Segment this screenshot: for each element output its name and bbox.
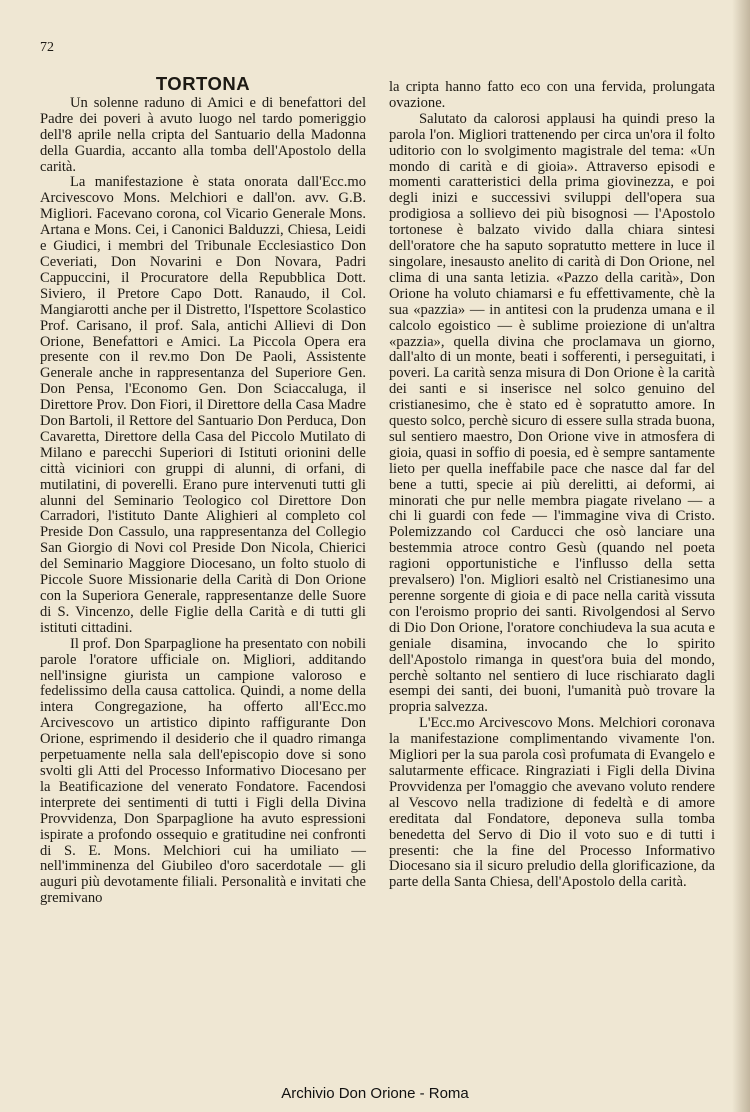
left-column [40, 73, 366, 907]
page-edge-shadow [732, 0, 750, 1112]
page-number: 72 [40, 40, 54, 55]
paragraph: La manifestazione è stata onorata dall'Ecc.mo Arcivescovo Mons. Melchiori e dall'on. avv. G.B. Migliori. Facevano corona, col Vicario Generale Mons. Artana e Mons. Cei, i Canonici Balduzzi, Chiesa, Leidi e Giudici, i membri del Tribunale Ecclesiastico Don Ceveriati, Don Novarini e Don Novara, Padri Cappuccini, il Procuratore della Repubblica Dott. Siviero, il Pretore Capo Dott. Ranaudo, il Col. Mangiarotti anche per il Distretto, l'Ispettore Scolastico Prof. Carisano, il prof. Sala, antichi Allievi di Don Orione, Benefattori e Amici. La Piccola Opera era presente con il rev.mo Don De Paoli, Assistente Generale anche in rappresentanza del Superiore Gen. Don Pensa, l'Economo Gen. Don Sciaccaluga, il Direttore Prov. Don Fiori, il Direttore della Casa Madre Don Bartoli, il Rettore del Santuario Don Perduca, Don Cavaretta, Direttore della Casa del Piccolo Mutilato di Milano e parecchi Superiori di Istituti orionini delle città viciniori con gruppi di alunni, di orfani, di mutilatini, di poverelli. Erano pure intervenuti tutti gli alunni del Seminario Teologico col Direttore Don Carradori, l'istituto Dante Alighieri al completo col Preside Don Cassulo, una rappresentanza del Collegio San Giorgio di Novi col Preside Don Nicola, Chierici del Seminario Maggiore Diocesano, un folto stuolo di Piccole Suore Missionarie della Carità di Don Orione con la Superiora Generale, rappresentanze delle Suore di S. Vincenzo, delle Figlie della Carità e di tutti gli istituti cittadini. [40, 174, 366, 636]
paragraph: la cripta hanno fatto eco con una fervida, prolungata ovazione. [389, 79, 715, 111]
article-title: TORTONA [155, 73, 251, 94]
paragraph: Salutato da calorosi applausi ha quindi preso la parola l'on. Migliori trattenendo per circa un'ora il folto uditorio con lo svolgimento magistrale del tema: «Un mondo di carità e di gioia». Attraverso episodi e momenti caratteristici della prima giovinezza, e poi degli inizi e successivi sviluppi dell'opera sua prodigiosa a sollievo dei più bisognosi — l'Apostolo tortonese è balzato vivido dalla chiara sintesi dell'oratore che ha saputo sopratutto mettere in luce il singolare, inesausto anelito di carità di Don Orione, nel clima di una santa letizia. «Pazzo della carità», Don Orione ha voluto chiamarsi e fu effettivamente, chè la sua «pazzia» — in antitesi con la prudenza umana e il calcolo egoistico — è sublime proiezione di un'altra «pazzia», quella divina che proclamava un giorno, dall'alto di un monte, beati i sofferenti, i perseguitati, i poveri. La carità senza misura di Don Orione è la carità dei santi e si inserisce nel solco genuino del cristianesimo, che è stato ed è sopratutto amore. In questo solco, perchè sicuro di essere sulla strada buona, sul sentiero maestro, Don Orione vive in atmosfera di gioia, quasi in soffio di poesia, ed è sempre santamente lieto per quella ineffabile pace che nasce dal far del bene a tutti, specie ai più derelitti, ai deformi, ai minorati che pur nelle membra piagate rivelano — a chi li guardi con fede — l'immagine viva di Cristo. Polemizzando col Carducci che osò lanciare una bestemmia atroce contro Gesù (quando nel poeta ragioni opportunistiche e l'influsso della setta prevalsero) l'on. Migliori esaltò nel Cristianesimo una perenne sorgente di gioia e di pace nella carità vissuta con l'eroismo proprio dei santi. Rivolgendosi al Servo di Dio Don Orione, l'oratore conchiudeva la sua acuta e geniale disamina, invocando che lo spirito dell'Apostolo rimanga in quest'ora buia del mondo, perchè soltanto nel sentiero di luce rischiarato dagli esempi dei santi, dei buoni, l'umanità può trovare la propria salvezza. [389, 110, 715, 716]
paragraph: Il prof. Don Sparpaglione ha presentato con nobili parole l'oratore ufficiale on. Migliori, additando nell'insigne giurista un campione valoroso e fedelissimo della causa cattolica. Quindi, a nome della intera Congregazione, ha offerto all'Ecc.mo Arcivescovo un artistico dipinto raffigurante Don Orione, esprimendo il desiderio che il quadro rimanga perpetuamente nella sala dell'episcopio dove si sono svolti gli Atti del Processo Informativo Diocesano per la Beatificazione del venerato Fondatore. Facendosi interprete dei sentimenti di tutti i Figli della Divina Provvidenza, Don Sparpaglione ha avuto espressioni ispirate a profondo ossequio e gratitudine nei confronti di S. E. Mons. Melchiori cui ha umiliato — nell'imminenza del Giubileo d'oro sacerdotale — gli auguri più devotamente filiali. Personalità e invitati che gremivano [40, 635, 366, 907]
paragraph: Un solenne raduno di Amici e di benefattori del Padre dei poveri à avuto luogo nel tardo pomeriggio dell'8 aprile nella cripta del Santuario della Madonna della Guardia, accanto alla tomba dell'Apostolo della carità. [40, 94, 366, 175]
right-column [389, 80, 715, 891]
paragraph: L'Ecc.mo Arcivescovo Mons. Melchiori coronava la manifestazione complimentando vivamente l'on. Migliori per la sua parola così profumata di Evangelo e salutarmente efficace. Ringraziati i Figli della Divina Provvidenza per l'omaggio che avevano voluto rendere al Vescovo nella tradizione di fedeltà e di amore ereditata dal Fondatore, deponeva sulla tomba benedetta del Servo di Dio il voto suo e di tutti i presenti: che la fine del Processo Informativo Diocesano sia il sicuro preludio della glorificazione, da parte della Santa Chiesa, dell'Apostolo della carità. [389, 715, 715, 891]
archive-footer: Archivio Don Orione - Roma [281, 1085, 469, 1102]
